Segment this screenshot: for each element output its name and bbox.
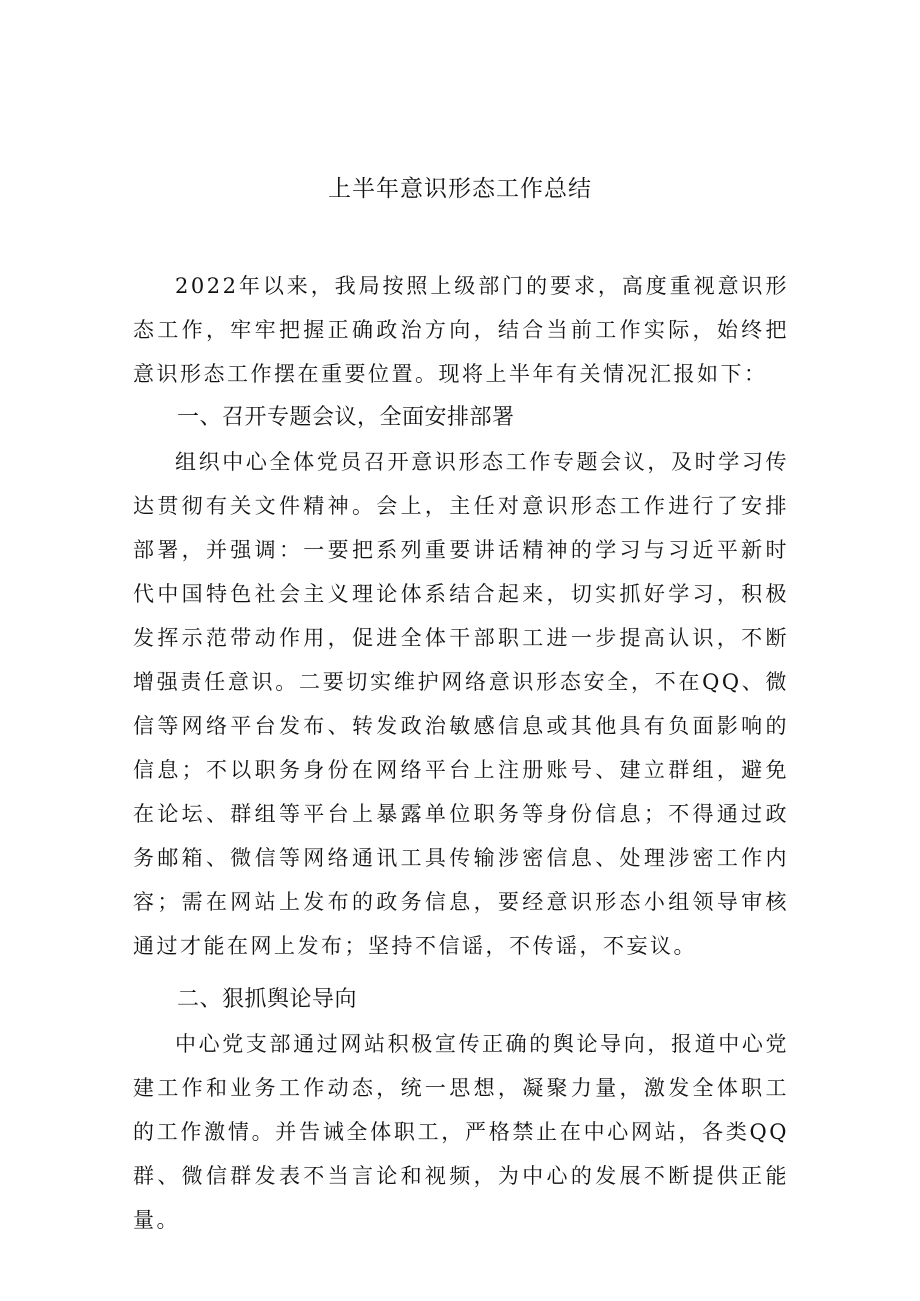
section-2-heading: 二、狠抓舆论导向 <box>177 987 358 1012</box>
document-body <box>133 264 789 1242</box>
section-spacer <box>133 968 789 978</box>
section-1-heading: 一、召开专题会议，全面安排部署 <box>177 405 515 430</box>
section-1-paragraph: 组织中心全体党员召开意识形态工作专题会议，及时学习传达贯彻有关文件精神。会上，主任对意识形态工作进行了安排部署，并强调：一要把系列重要讲话精神的学习与习近平新时代中国特色社会主义理论体系结合起来，切实抓好学习，积极发挥示范带动作用，促进全体干部职工进一步提高认识，不断增强责任意识。二要切实维护网络意识形态安全，不在QQ、微信等网络平台发布、转发政治敏感信息或其他具有负面影响的信息；不以职务身份在网络平台上注册账号、建立群组，避免在论坛、群组等平台上暴露单位职务等身份信息；不得通过政务邮箱、微信等网络通讯工具传输涉密信息、处理涉密工作内容；需在网站上发布的政务信息，要经意识形态小组领导审核通过才能在网上发布；坚持不信谣，不传谣，不妄议。 <box>133 450 789 958</box>
intro-paragraph: 2022年以来，我局按照上级部门的要求，高度重视意识形态工作，牢牢把握正确政治方向，结合当前工作实际，始终把意识形态工作摆在重要位置。现将上半年有关情况汇报如下： <box>133 274 789 386</box>
section-2-paragraph: 中心党支部通过网站积极宣传正确的舆论导向，报道中心党建工作和业务工作动态，统一思想，凝聚力量，激发全体职工的工作激情。并告诫全体职工，严格禁止在中心网站，各类QQ群、微信群发表不当言论和视频，为中心的发展不断提供正能量。 <box>133 1032 789 1232</box>
document-title: 上半年意识形态工作总结 <box>328 176 592 202</box>
